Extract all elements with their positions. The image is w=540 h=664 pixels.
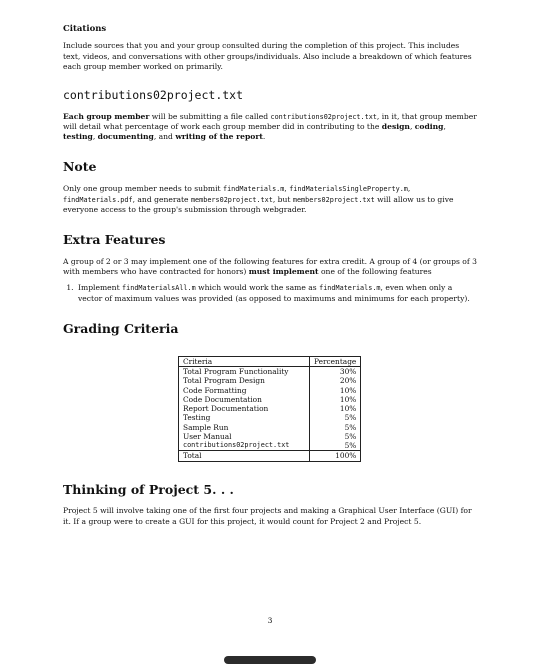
criteria-column-header: Criteria <box>179 356 310 366</box>
note-heading: Note <box>63 159 97 175</box>
horizontal-scrollbar[interactable] <box>224 656 316 664</box>
contributions-heading: contributions02project.txt <box>63 88 244 103</box>
list-item: 1. Implement findMaterialsAll.m which would work the same as findMaterials.m, even when only a vector of maximum values was provided (as opposed to maximums and minimums for each property). <box>76 283 477 304</box>
table-row: Sample Run 5% <box>179 423 361 432</box>
thinking-body: Project 5 will involve taking one of the first four projects and making a Graphical User Interface (GUI) for it. If a group were to create a GUI for this project, it would count for Project 2 and Project 5. <box>63 506 472 526</box>
table-row: Report Documentation 10% <box>179 404 361 413</box>
grading-table <box>178 356 361 462</box>
citations-body: Include sources that you and your group consulted during the completion of this project. This includes text, videos, and conversations with other groups/individuals. Also include a breakdown of which features each group member worked on primarily. <box>63 41 472 71</box>
extra-features-heading: Extra Features <box>63 232 166 248</box>
table-row: Testing 5% <box>179 413 361 422</box>
percentage-column-header: Percentage <box>310 356 361 366</box>
table-row: Total Program Design 20% <box>179 376 361 385</box>
grading-heading: Grading Criteria <box>63 320 179 336</box>
table-total-row: Total 100% <box>179 451 361 461</box>
contributions-body: Each group member will be submitting a file called contributions02project.txt, in it, that group member will detail what percentage of work each group member did in contributing to the design, coding, testing, documenting, and writing of the report. <box>63 111 477 142</box>
extra-features-list <box>63 283 477 304</box>
table-row: Code Documentation 10% <box>179 395 361 404</box>
table-row: Total Program Functionality 30% <box>179 367 361 377</box>
table-row: Code Formatting 10% <box>179 386 361 395</box>
table-header-row <box>179 356 361 366</box>
table-row: contributions02project.txt 5% <box>179 441 361 451</box>
thinking-heading: Thinking of Project 5. . . <box>63 481 234 497</box>
note-body: Only one group member needs to submit findMaterials.m, findMaterialsSingleProperty.m, findMaterials.pdf, and generate members02project.txt, but members02project.txt will allow us to give everyone access to the group's submission through webgrader. <box>63 184 454 214</box>
table-row: User Manual 5% <box>179 432 361 441</box>
extra-features-body: A group of 2 or 3 may implement one of the following features for extra credit. A group of 4 (or groups of 3 with members who have contracted for honors) must implement one of the following features <box>63 256 477 277</box>
page-number: 3 <box>267 616 273 625</box>
document-page <box>63 24 477 527</box>
citations-heading: Citations <box>63 24 107 34</box>
